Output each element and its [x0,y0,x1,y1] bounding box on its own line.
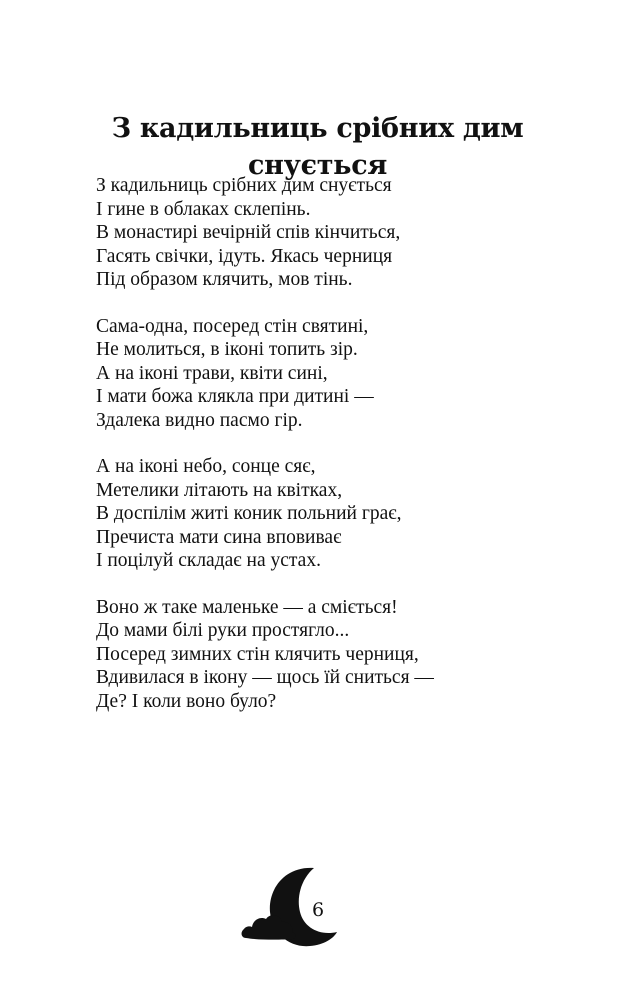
poem-line: Посеред зимних стін клячить черниця, [96,643,419,665]
poem-line: Сама-одна, посеред стін святині, [96,315,369,337]
poem-line: Не молиться, в іконі топить зір. [96,339,358,360]
poem-line: А на іконі небо, сонце сяє, [96,456,316,477]
poem-line: А на іконі трави, квіти сині, [96,362,328,384]
poem-line: Метелики літають на квітках, [96,479,343,501]
poem-title [60,110,575,184]
stanza-2 [96,315,576,433]
poem-line: В монастирі вечірній спів кінчиться, [96,222,401,243]
poem-title-line-1: З кадильниць срібних дим [111,113,524,145]
poem-line: І мати божа клякла при дитині — [96,386,374,407]
poem-line: Гасять свічки, ідуть. Якась черниця [96,245,393,267]
poem-line: З кадильниць срібних дим снується [96,175,392,196]
poem-line: Під образом клячить, мов тінь. [96,269,353,290]
stanza-4 [96,596,576,714]
poem-line: До мами білі руки простягло... [96,620,350,641]
poem-line: Пречиста мати сина вповиває [96,526,342,548]
poem-line: Вдивилася в ікону — щось їй сниться — [96,667,434,688]
poem-title-line-2: снується [248,150,387,182]
poem-line: Де? І коли воно було? [96,690,277,712]
poem-line: В доспілім житі коник польний грає, [96,503,402,524]
page-number: 6 [311,899,325,921]
poem-line: Воно ж таке маленьке — а сміється! [96,596,398,618]
poem-body [96,174,576,736]
poem-line: Здалека видно пасмо гір. [96,409,303,431]
stanza-3 [96,455,576,573]
stanza-1 [96,174,576,292]
poem-line: І гине в облаках склепінь. [96,198,311,220]
poem-line: І поцілуй складає на устах. [96,550,321,571]
